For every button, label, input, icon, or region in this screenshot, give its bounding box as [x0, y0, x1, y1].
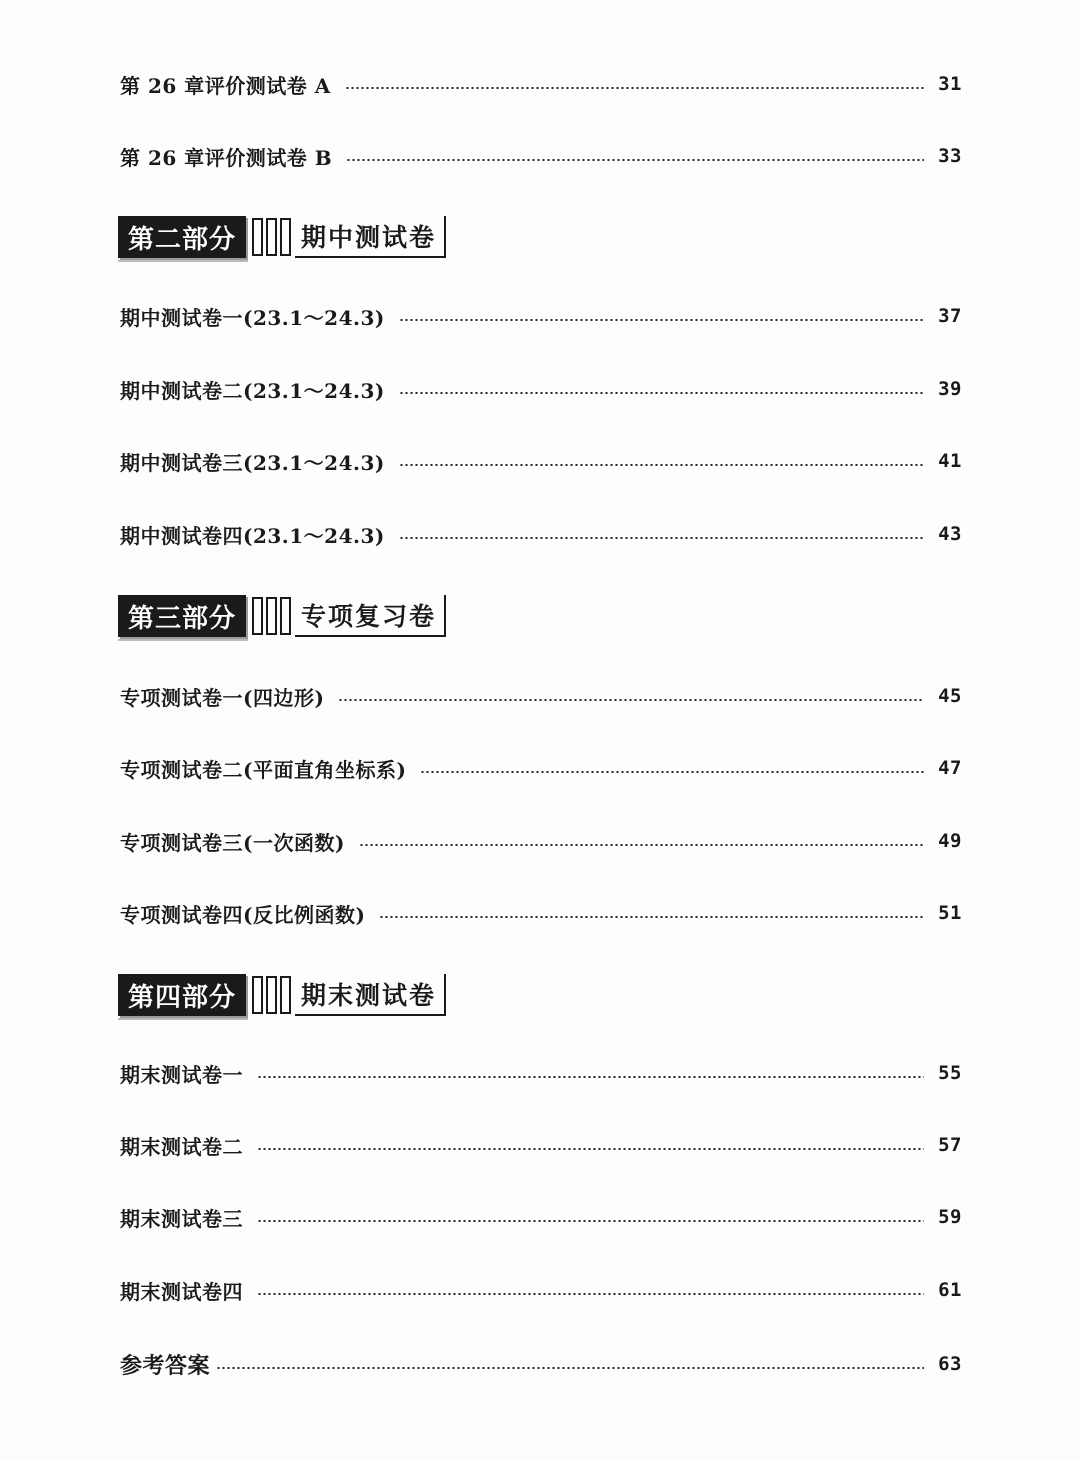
toc-entry-title: 期末测试卷一 [120, 1062, 243, 1087]
toc-page-number: 59 [938, 1206, 962, 1228]
toc-entry-chapter26-a[interactable] [120, 64, 962, 104]
toc-entry-special-4[interactable] [120, 893, 962, 933]
part-title: 期中测试卷 [295, 216, 446, 258]
dot-leader [257, 1293, 924, 1295]
toc-entry-title: 第 26 章评价测试卷 B [120, 145, 333, 170]
toc-entry-special-2[interactable] [120, 748, 962, 788]
toc-page-number: 37 [938, 305, 962, 327]
dot-leader [338, 699, 924, 701]
toc-entry-midterm-3[interactable] [120, 441, 962, 481]
part-title: 专项复习卷 [295, 595, 446, 637]
toc-page-number: 39 [938, 378, 962, 400]
toc-entry-final-3[interactable] [120, 1197, 962, 1237]
header-underline [118, 1018, 248, 1020]
toc-page-number: 43 [938, 523, 962, 545]
toc-entry-title: 专项测试卷四(反比例函数) [120, 902, 366, 927]
toc-entry-answers[interactable] [120, 1344, 962, 1384]
toc-page-number: 47 [938, 757, 962, 779]
toc-entry-title: 期末测试卷四 [120, 1279, 243, 1304]
toc-entry-final-4[interactable] [120, 1270, 962, 1310]
toc-page-number: 61 [938, 1279, 962, 1301]
toc-page-number: 41 [938, 450, 962, 472]
part-label: 第二部分 [118, 216, 246, 258]
toc-page-number: 33 [938, 145, 962, 167]
toc-page-number: 31 [938, 73, 962, 95]
toc-entry-title: 第 26 章评价测试卷 A [120, 73, 331, 98]
dot-leader [257, 1220, 924, 1222]
toc-entry-midterm-1[interactable] [120, 296, 962, 336]
toc-entry-midterm-4[interactable] [120, 514, 962, 554]
toc-entry-special-1[interactable] [120, 676, 962, 716]
header-underline [118, 260, 248, 262]
section-header-part2 [118, 216, 446, 258]
toc-entry-title: 期末测试卷二 [120, 1134, 243, 1159]
dot-leader [345, 87, 924, 89]
bars-icon [252, 216, 291, 258]
part-label: 第四部分 [118, 974, 246, 1016]
header-underline [118, 639, 248, 641]
toc-page-number: 63 [938, 1353, 962, 1375]
section-header-part3 [118, 595, 446, 637]
section-header-part4 [118, 974, 446, 1016]
toc-entry-title: 专项测试卷一(四边形) [120, 685, 325, 710]
toc-page-number: 57 [938, 1134, 962, 1156]
toc-entry-title: 参考答案 [120, 1352, 211, 1379]
toc-entry-title: 专项测试卷二(平面直角坐标系) [120, 757, 407, 782]
dot-leader [257, 1076, 924, 1078]
dot-leader [420, 771, 924, 773]
toc-entry-final-1[interactable] [120, 1053, 962, 1093]
toc-entry-final-2[interactable] [120, 1125, 962, 1165]
dot-leader [399, 319, 924, 321]
toc-page-number: 45 [938, 685, 962, 707]
dot-leader [399, 464, 924, 466]
part-title: 期末测试卷 [295, 974, 446, 1016]
toc-entry-title: 期中测试卷一(23.1～24.3) [120, 305, 385, 330]
bars-icon [252, 595, 291, 637]
toc-entry-special-3[interactable] [120, 821, 962, 861]
toc-page-number: 49 [938, 830, 962, 852]
dot-leader [379, 916, 924, 918]
toc-entry-midterm-2[interactable] [120, 369, 962, 409]
toc-entry-chapter26-b[interactable] [120, 136, 962, 176]
part-label: 第三部分 [118, 595, 246, 637]
dot-leader [257, 1148, 924, 1150]
toc-entry-title: 期中测试卷三(23.1～24.3) [120, 450, 385, 475]
toc-entry-title: 期中测试卷二(23.1～24.3) [120, 378, 385, 403]
toc-page-number: 51 [938, 902, 962, 924]
dot-leader [399, 392, 924, 394]
toc-entry-title: 专项测试卷三(一次函数) [120, 830, 345, 855]
dot-leader [399, 537, 924, 539]
bars-icon [252, 974, 291, 1016]
toc-entry-title: 期中测试卷四(23.1～24.3) [120, 523, 385, 548]
dot-leader [359, 844, 924, 846]
toc-page-number: 55 [938, 1062, 962, 1084]
dot-leader [216, 1367, 924, 1369]
toc-entry-title: 期末测试卷三 [120, 1206, 243, 1231]
dot-leader [346, 159, 924, 161]
